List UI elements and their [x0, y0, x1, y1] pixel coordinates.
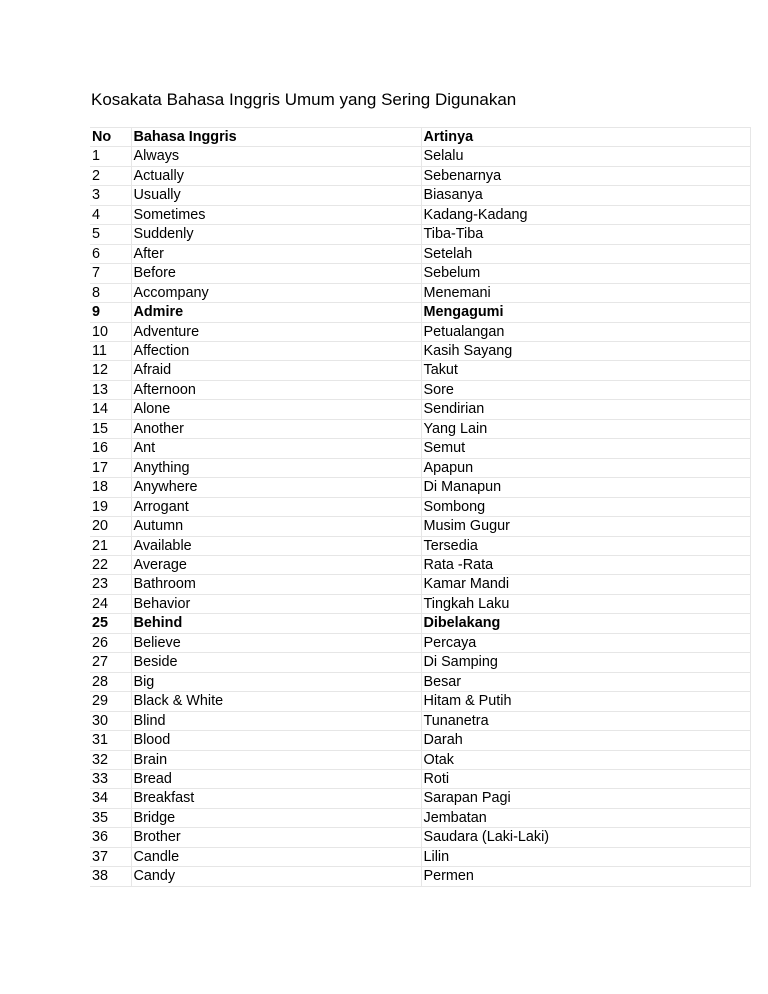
- table-row: [90, 186, 750, 205]
- cell-no: 26: [90, 633, 131, 652]
- table-row: [90, 361, 750, 380]
- table-row: [90, 692, 750, 711]
- cell-english: Always: [131, 147, 421, 166]
- page-title: Kosakata Bahasa Inggris Umum yang Sering Digunakan: [91, 90, 517, 109]
- table-body: [90, 147, 750, 886]
- table-row: [90, 283, 750, 302]
- cell-english: Afternoon: [131, 380, 421, 399]
- cell-meaning: Percaya: [421, 633, 750, 652]
- cell-english: Brother: [131, 828, 421, 847]
- cell-english: After: [131, 244, 421, 263]
- cell-english: Afraid: [131, 361, 421, 380]
- cell-meaning: Takut: [421, 361, 750, 380]
- cell-no: 35: [90, 808, 131, 827]
- cell-english: Black & White: [131, 692, 421, 711]
- table-row: [90, 672, 750, 691]
- table-row: [90, 497, 750, 516]
- cell-no: 34: [90, 789, 131, 808]
- table-row: [90, 828, 750, 847]
- cell-english: Sometimes: [131, 205, 421, 224]
- table-row: [90, 419, 750, 438]
- cell-english: Big: [131, 672, 421, 691]
- cell-english: Brain: [131, 750, 421, 769]
- table-row: [90, 847, 750, 866]
- cell-meaning: Yang Lain: [421, 419, 750, 438]
- cell-meaning: Kadang-Kadang: [421, 205, 750, 224]
- cell-meaning: Lilin: [421, 847, 750, 866]
- table-row: [90, 341, 750, 360]
- cell-meaning: Sombong: [421, 497, 750, 516]
- cell-no: 22: [90, 555, 131, 574]
- table-row: [90, 205, 750, 224]
- table-header-row: [90, 128, 750, 147]
- table-row: [90, 750, 750, 769]
- cell-english: Admire: [131, 303, 421, 322]
- table-row: [90, 769, 750, 788]
- cell-no: 37: [90, 847, 131, 866]
- cell-meaning: Sendirian: [421, 400, 750, 419]
- cell-meaning: Musim Gugur: [421, 517, 750, 536]
- cell-english: Alone: [131, 400, 421, 419]
- cell-no: 38: [90, 867, 131, 886]
- cell-no: 4: [90, 205, 131, 224]
- cell-meaning: Sebelum: [421, 264, 750, 283]
- cell-meaning: Sore: [421, 380, 750, 399]
- cell-meaning: Apapun: [421, 458, 750, 477]
- cell-no: 3: [90, 186, 131, 205]
- cell-no: 31: [90, 731, 131, 750]
- cell-no: 5: [90, 225, 131, 244]
- cell-english: Breakfast: [131, 789, 421, 808]
- cell-english: Suddenly: [131, 225, 421, 244]
- cell-english: Autumn: [131, 517, 421, 536]
- cell-english: Adventure: [131, 322, 421, 341]
- table-row: [90, 594, 750, 613]
- cell-english: Blind: [131, 711, 421, 730]
- table-row: [90, 380, 750, 399]
- cell-meaning: Setelah: [421, 244, 750, 263]
- table-row: [90, 614, 750, 633]
- cell-meaning: Tunanetra: [421, 711, 750, 730]
- cell-meaning: Sebenarnya: [421, 166, 750, 185]
- table-row: [90, 303, 750, 322]
- cell-no: 2: [90, 166, 131, 185]
- cell-meaning: Saudara (Laki-Laki): [421, 828, 750, 847]
- table-row: [90, 439, 750, 458]
- cell-english: Before: [131, 264, 421, 283]
- cell-no: 9: [90, 303, 131, 322]
- cell-meaning: Tersedia: [421, 536, 750, 555]
- cell-no: 23: [90, 575, 131, 594]
- cell-meaning: Menemani: [421, 283, 750, 302]
- table-row: [90, 731, 750, 750]
- table-row: [90, 458, 750, 477]
- cell-no: 14: [90, 400, 131, 419]
- cell-no: 10: [90, 322, 131, 341]
- table-row: [90, 166, 750, 185]
- cell-no: 6: [90, 244, 131, 263]
- cell-no: 15: [90, 419, 131, 438]
- table-row: [90, 711, 750, 730]
- cell-meaning: Permen: [421, 867, 750, 886]
- table-row: [90, 575, 750, 594]
- table-row: [90, 808, 750, 827]
- table-row: [90, 400, 750, 419]
- table-row: [90, 555, 750, 574]
- cell-meaning: Dibelakang: [421, 614, 750, 633]
- cell-meaning: Tingkah Laku: [421, 594, 750, 613]
- cell-no: 28: [90, 672, 131, 691]
- cell-meaning: Otak: [421, 750, 750, 769]
- cell-no: 18: [90, 478, 131, 497]
- cell-no: 1: [90, 147, 131, 166]
- cell-meaning: Tiba-Tiba: [421, 225, 750, 244]
- cell-english: Believe: [131, 633, 421, 652]
- table-row: [90, 225, 750, 244]
- cell-meaning: Petualangan: [421, 322, 750, 341]
- table-row: [90, 478, 750, 497]
- cell-no: 11: [90, 341, 131, 360]
- cell-meaning: Kasih Sayang: [421, 341, 750, 360]
- cell-english: Blood: [131, 731, 421, 750]
- cell-meaning: Rata -Rata: [421, 555, 750, 574]
- table-row: [90, 264, 750, 283]
- cell-meaning: Di Manapun: [421, 478, 750, 497]
- cell-no: 20: [90, 517, 131, 536]
- cell-english: Actually: [131, 166, 421, 185]
- cell-meaning: Hitam & Putih: [421, 692, 750, 711]
- cell-english: Candy: [131, 867, 421, 886]
- cell-no: 17: [90, 458, 131, 477]
- cell-no: 12: [90, 361, 131, 380]
- table-row: [90, 633, 750, 652]
- cell-english: Available: [131, 536, 421, 555]
- cell-english: Arrogant: [131, 497, 421, 516]
- table-row: [90, 322, 750, 341]
- cell-meaning: Mengagumi: [421, 303, 750, 322]
- table-row: [90, 789, 750, 808]
- cell-no: 24: [90, 594, 131, 613]
- cell-no: 32: [90, 750, 131, 769]
- cell-meaning: Roti: [421, 769, 750, 788]
- cell-english: Anything: [131, 458, 421, 477]
- cell-meaning: Jembatan: [421, 808, 750, 827]
- cell-english: Beside: [131, 653, 421, 672]
- cell-no: 33: [90, 769, 131, 788]
- cell-no: 25: [90, 614, 131, 633]
- header-english: Bahasa Inggris: [131, 128, 421, 147]
- cell-meaning: Besar: [421, 672, 750, 691]
- header-no: No: [90, 128, 131, 147]
- cell-no: 27: [90, 653, 131, 672]
- cell-no: 29: [90, 692, 131, 711]
- cell-no: 19: [90, 497, 131, 516]
- cell-english: Bathroom: [131, 575, 421, 594]
- cell-english: Affection: [131, 341, 421, 360]
- cell-english: Behavior: [131, 594, 421, 613]
- cell-meaning: Darah: [421, 731, 750, 750]
- cell-no: 16: [90, 439, 131, 458]
- cell-english: Anywhere: [131, 478, 421, 497]
- cell-meaning: Selalu: [421, 147, 750, 166]
- table-row: [90, 867, 750, 886]
- cell-english: Accompany: [131, 283, 421, 302]
- cell-no: 30: [90, 711, 131, 730]
- cell-english: Another: [131, 419, 421, 438]
- header-meaning: Artinya: [421, 128, 750, 147]
- cell-meaning: Semut: [421, 439, 750, 458]
- cell-english: Bridge: [131, 808, 421, 827]
- cell-meaning: Sarapan Pagi: [421, 789, 750, 808]
- cell-english: Average: [131, 555, 421, 574]
- table-row: [90, 147, 750, 166]
- table-row: [90, 653, 750, 672]
- cell-no: 13: [90, 380, 131, 399]
- table-row: [90, 244, 750, 263]
- vocabulary-table: [90, 127, 751, 887]
- cell-english: Behind: [131, 614, 421, 633]
- cell-english: Candle: [131, 847, 421, 866]
- table-row: [90, 536, 750, 555]
- cell-no: 21: [90, 536, 131, 555]
- cell-english: Ant: [131, 439, 421, 458]
- cell-meaning: Di Samping: [421, 653, 750, 672]
- cell-meaning: Biasanya: [421, 186, 750, 205]
- table-row: [90, 517, 750, 536]
- cell-meaning: Kamar Mandi: [421, 575, 750, 594]
- cell-no: 36: [90, 828, 131, 847]
- cell-english: Usually: [131, 186, 421, 205]
- cell-no: 7: [90, 264, 131, 283]
- cell-no: 8: [90, 283, 131, 302]
- cell-english: Bread: [131, 769, 421, 788]
